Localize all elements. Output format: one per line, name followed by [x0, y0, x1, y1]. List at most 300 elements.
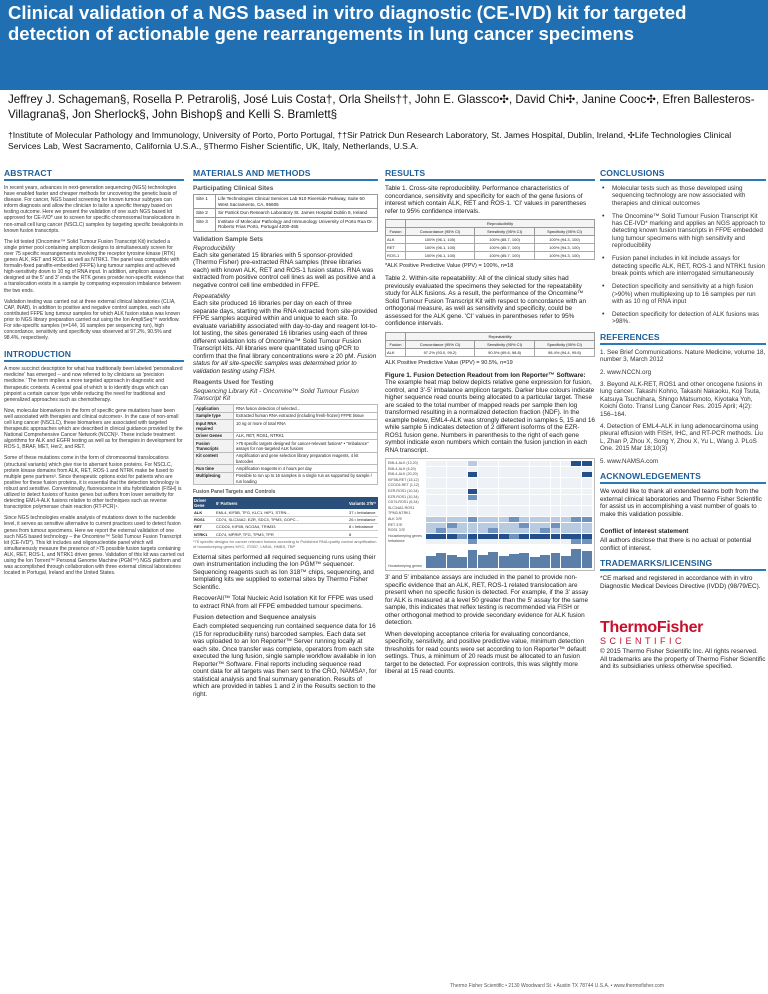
table-row — [386, 244, 595, 252]
heatmap-cell — [447, 539, 457, 544]
heatmap-cell — [530, 467, 540, 472]
heatmap-cell — [478, 539, 488, 544]
heatmap-cell — [426, 528, 436, 533]
heatmap-row-label: KIF5B-RET (15,12) — [388, 477, 419, 482]
heatmap-cell — [457, 534, 467, 539]
table-row — [386, 236, 595, 244]
kit-label: Sequencing Library Kit - Oncomine™ Solid Tumour Fusion Transcript Kit — [193, 388, 359, 403]
heatmap-cell — [582, 489, 592, 494]
heatmap-cell — [561, 478, 571, 483]
heatmap-cell — [561, 511, 571, 516]
heatmap-row-label: Housekeeping genes — [388, 533, 422, 538]
list-item: • Molecular tests such as those developed using sequencing technology are now associated with therapies and clinical outcomes — [600, 185, 766, 207]
heatmap-cell — [571, 517, 581, 522]
kit-value: Amplification reagents in 4 hours per day — [234, 465, 378, 472]
heatmap-bar — [519, 553, 529, 568]
heatmap-cell — [426, 500, 436, 505]
kit-key: Sample type — [194, 412, 234, 419]
kit-value: ALK, RET, ROS1, NTRK1 — [234, 432, 378, 439]
heatmap-cell — [499, 528, 509, 533]
specificity-cell: 100% (94.3, 100) — [535, 252, 595, 260]
heatmap-bar — [571, 549, 581, 569]
kit-key: Kit content — [194, 452, 234, 465]
table-row — [193, 530, 378, 537]
heatmap-cell — [478, 461, 488, 466]
heatmap-bar — [436, 553, 446, 568]
acknowledgements-heading: ACKNOWLEDGEMENTS — [600, 471, 766, 484]
target-variants: 8 — [348, 530, 378, 537]
list-item: 1. See Brief Communications. Nature Medicine, volume 18, number 3, March 2012 — [600, 348, 766, 364]
heatmap-cell — [488, 517, 498, 522]
heatmap-cell — [499, 500, 509, 505]
table1 — [385, 219, 595, 260]
list-item: • Detection specificity and sensitivity at a high fusion (>90%) when multiplexing up to 16 samples per run with as 10 ng of RNA input — [600, 283, 766, 305]
table2-note: ALK Positive Predictive Value (PPV) = 90.5%, n=19 — [385, 359, 513, 366]
validation-heading: Validation Sample Sets — [193, 235, 263, 243]
heatmap-bar — [530, 557, 540, 568]
heatmap-cell — [478, 511, 488, 516]
heatmap-cell — [530, 478, 540, 483]
intro-paragraph: A more succinct description for what has traditionally been labeled 'personalized medicine' has emerged -- and now referred to by clinicians as 'precision medicine.' The term implies a more targeted approach in diagnostic and therapeutic contexts. A central goal of which is to identify drugs which can pinpoint a certain cancer type while reducing the need for traditional and generalized approaches such as chemotherapy. — [4, 366, 183, 403]
heatmap-bar — [509, 554, 519, 568]
heatmap-cell — [530, 483, 540, 488]
heatmap-cell — [530, 506, 540, 511]
figure1-body: The example heat map below depicts relative gene expression for fusion, control, and 3'-5' imbalance amplicon targets. Darker blue colours indicate higher sequence read counts being allocated to a particular target. These are scaled to the total number of mapped reads per sample then log transformed resulting in a normalized detection fraction (NDF). In the example below, EML4-ALK was strongly detected in samples 5, 15 and 16 while sample 5 indicates detection of 2 different isoforms of the EZR-ROS1 fusion gene. Numbers in parenthesis to the right of each gene symbol indicate exon numbers which contain the fusion junction in each RNA transcript. — [385, 379, 595, 454]
table-row — [194, 412, 378, 419]
recoverall-text: RecoverAll™ Total Nucleic Acid Isolation Kit for FFPE was used to extract RNA from all FFPE embedded tumour specimens. — [193, 595, 373, 610]
heatmap-cell — [519, 489, 529, 494]
concordance-cell: 100% (96.1, 100) — [406, 236, 475, 244]
table-row — [194, 432, 378, 439]
heatmap-cell — [468, 517, 478, 522]
heatmap-row-label: EML4-ALK (6,20) — [388, 466, 416, 471]
heatmap-cell — [519, 495, 529, 500]
heatmap-cell — [530, 495, 540, 500]
heatmap-cell — [457, 539, 467, 544]
heatmap-cell — [436, 500, 446, 505]
heatmap-cell — [582, 506, 592, 511]
heatmap-cell — [582, 472, 592, 477]
table-row — [194, 420, 378, 433]
heatmap-row-label: EZR-ROS1 (10,34) — [388, 488, 419, 493]
table2 — [385, 332, 595, 357]
heatmap-cell — [561, 467, 571, 472]
heatmap-cell — [509, 523, 519, 528]
heatmap-cell — [468, 506, 478, 511]
heatmap-cell — [488, 528, 498, 533]
acceptance-text: When developing acceptance criteria for evaluating concordance, specificity, sensitivity, and positive predictive value, minimum detection thresholds for read counts were set according to Ion Reporter™ default settings. Thus, a minimum of 20 reads must be allocated to an fusion target to be detected. For expression controls, this was slightly more liberal at 15 read counts. — [385, 630, 587, 676]
heatmap-cell — [457, 517, 467, 522]
heatmap-row — [388, 528, 592, 533]
kit-key: Multiplexing — [194, 472, 234, 485]
logo-subtitle: SCIENTIFIC — [600, 636, 686, 647]
heatmap-cell — [530, 472, 540, 477]
table-header-row — [386, 332, 595, 340]
heatmap-cell — [561, 500, 571, 505]
site-address: Sir Patrick Dun Research Laboratory St. James Hospital Dublin 8, Ireland — [216, 209, 378, 218]
abstract-paragraph: The kit tested (Oncomine™ Solid Tumour Fusion Transcript Kit) included a single primer pool containing amplicon designs to simultaneously screen for over 75 specific rearrangements involving the receptor tyrosine kinase (RTK) genes ALK, RET and ROS1 as well as NTRK1. The panel was compatible with formalin-fixed paraffin-embedded (FFPE) lung tumour samples and achieved high-sensitivity down to 10 ng of RNA input. In addition, amplicon assays designed at the 5' and 3' ends the RTK genes provide non-specific evidence that a translocation exists in a sample by comparing expression imbalance between the two ends. — [4, 238, 184, 294]
heatmap-cell — [488, 478, 498, 483]
heatmap-cell — [519, 500, 529, 505]
heatmap-bar — [561, 556, 571, 568]
heatmap-cell — [499, 517, 509, 522]
heatmap-cell — [571, 506, 581, 511]
column-abstract-intro — [4, 168, 184, 581]
heatmap-cell — [551, 511, 561, 516]
copyright-text: © 2015 Thermo Fisher Scientific Inc. All rights reserved. All trademarks are the property of Thermo Fisher Scientific and its subsidiaries unless otherwise specified. — [600, 648, 766, 671]
heatmap-cell — [561, 495, 571, 500]
heatmap-cell — [571, 534, 581, 539]
target-partners: CD74, MPRIP, TFG, TPM3, TPR — [215, 530, 348, 537]
heatmap-cell — [540, 483, 550, 488]
conclusions-list — [600, 185, 766, 326]
heatmap-cell — [447, 483, 457, 488]
references-heading: REFERENCES — [600, 332, 766, 345]
kit-value: >75 specific targets designed for cancer-relevant fusions* • ''Imbalance'' assays for non-targeted ALK fusions — [234, 440, 378, 453]
heatmap-row — [388, 511, 592, 516]
sites-heading: Participating Clinical Sites — [193, 185, 274, 192]
heatmap-cell — [561, 523, 571, 528]
heatmap-cell — [457, 506, 467, 511]
heatmap-cell — [561, 483, 571, 488]
heatmap-row — [388, 461, 592, 466]
heatmap-cell — [478, 483, 488, 488]
column-conclusions — [600, 168, 766, 675]
heatmap-cell — [519, 506, 529, 511]
heatmap-cell — [582, 511, 592, 516]
table-row — [194, 405, 378, 412]
heatmap-cell — [447, 517, 457, 522]
heatmap-cell — [509, 478, 519, 483]
heatmap-cell — [499, 461, 509, 466]
heatmap-cell — [530, 523, 540, 528]
table-row — [386, 348, 595, 356]
heatmap-cell — [457, 523, 467, 528]
specificity-cell: 98.4% (94.4, 99.8) — [535, 348, 595, 356]
heatmap-cell — [561, 489, 571, 494]
heatmap-cell — [447, 467, 457, 472]
list-item: • The Oncomine™ Solid Tumour Fusion Transcript Kit has CE-IVD* marking and applies an NGS approach to detecting known fusion transcripts in FFPE embedded lung tumour specimens with high sensitivity and reproducibility — [600, 213, 766, 249]
repeatability-body: Each site produced 16 libraries per day on each of three separate days, starting with the RNA extracted from site-provided FFPE samples acquired within and unique to each site. To evaluate variability associated with day-to-day and reagent lot-to-lot testing, the sites generated 16 libraries using each of three different validation lots of Oncomine™ Solid Tumour Fusion Transcript kits. All libraries were quantitated using qPCR to confirm that the final library concentrations were ≥ 20 pM. — [193, 300, 378, 360]
fusion-detection-text: Each completed sequencing run contained sequence data for 16 (15 for reproducibility runs) barcoded samples. Each data set was uploaded to an Ion Reporter™ Server running locally at each site. Once transfer was complete, operators from each site executed the lung fusion, single sample workflow available in Ion Reporter™ Software. Final reports including sequence read count data for all targets was then sent to the CRO, NAMSA⁵, for statistical analysis and final summary generation. Results of which are provided in tables 1 and 2 in the Results section to the right. — [193, 623, 377, 698]
heatmap-cell — [519, 478, 529, 483]
table1-caption: Table 1. Cross-site reproducibility. Performance characteristics of concordance, sensitivity and specificity for each of the gene fusions of interest which contain ALK, RET and ROS-1. 'CI' values in parentheses refer to 95% confidence intervals. — [385, 185, 587, 215]
heatmap-bar — [457, 557, 467, 568]
heatmap-cell — [561, 539, 571, 544]
reagents-heading: Reagents Used for Testing — [193, 379, 274, 387]
heatmap-cell — [519, 472, 529, 477]
targets-heading: Fusion Panel Targets and Controls — [193, 489, 276, 496]
heatmap-row-label: RET 3'/5' — [388, 522, 403, 527]
heatmap-cell — [426, 495, 436, 500]
heatmap-cell — [540, 478, 550, 483]
fusion-cell: ALK — [386, 236, 406, 244]
specificity-cell: 100% (94.3, 100) — [535, 236, 595, 244]
column-header: Concordance (95% CI) — [406, 228, 475, 236]
figure1-title: Figure 1. Fusion Detection Readout from Ion Reporter™ Software: — [385, 371, 586, 379]
heatmap-bar-strip — [388, 546, 592, 568]
heatmap-cell — [582, 523, 592, 528]
heatmap-cell — [436, 523, 446, 528]
heatmap-cell — [571, 472, 581, 477]
heatmap-cell — [530, 528, 540, 533]
heatmap-row — [388, 489, 592, 494]
heatmap-cell — [478, 517, 488, 522]
heatmap-row-label: CD74-ROS1 (6,34) — [388, 500, 419, 505]
abstract-paragraph: In recent years, advances in next-generation sequencing (NGS) technologies have enabled faster and cheaper methods for uncovering the genetic basis of disease. For cancer, NGS based screening for known tumour subtypes can inform diagnosis and allow the clinician to tailor a specific therapy based on testing outcome. Here we present the validation of one such NGS based kit approved for CE-IVD* use to screen for specific chromosomal translocations in non-small cell lung cancer (NSCLC) samples by targeting specific breakpoints in known fusion transcripts. — [4, 185, 184, 234]
heatmap-row — [388, 483, 592, 488]
fusion-cell: ROS-1 — [386, 252, 406, 260]
heatmap-cell — [509, 528, 519, 533]
column-methods — [193, 168, 378, 702]
kit-key: Input RNA required — [194, 420, 234, 433]
heatmap-cell — [478, 472, 488, 477]
heatmap-bar — [426, 556, 436, 568]
heatmap-cell — [509, 489, 519, 494]
sensitivity-cell: 100% (85.7, 100) — [475, 252, 535, 260]
heatmap-cell — [519, 528, 529, 533]
heatmap-cell — [436, 495, 446, 500]
heatmap-cell — [509, 483, 519, 488]
heatmap-row-label: SLC34A2-ROS1 — [388, 505, 415, 510]
heatmap-cell — [488, 511, 498, 516]
table-row — [194, 465, 378, 472]
heatmap-bar — [540, 555, 550, 568]
table-header-row — [386, 228, 595, 236]
heatmap-cell — [468, 539, 478, 544]
table-header-row — [386, 340, 595, 348]
heatmap-cell — [488, 523, 498, 528]
heatmap-cell — [426, 489, 436, 494]
target-gene: RET — [193, 523, 215, 530]
heatmap-cell — [540, 489, 550, 494]
target-partners: CD74, SLC34A2, EZR, SDC4, TPM3, GOPC... — [215, 516, 348, 523]
heatmap-cell — [499, 539, 509, 544]
table-row — [194, 472, 378, 485]
heatmap-cell — [582, 539, 592, 544]
heatmap-cell — [540, 467, 550, 472]
heatmap-cell — [551, 528, 561, 533]
column-results — [385, 168, 595, 680]
heatmap-bar — [551, 553, 561, 568]
list-item: 5. www.NAMSA.com — [600, 457, 659, 465]
heatmap-cell — [468, 534, 478, 539]
specificity-cell: 100% (94.3, 100) — [535, 244, 595, 252]
heatmap-cell — [540, 500, 550, 505]
heatmap-cell — [540, 528, 550, 533]
heatmap-cell — [530, 461, 540, 466]
abstract-heading: ABSTRACT — [4, 168, 184, 181]
heatmap-cell — [488, 483, 498, 488]
heatmap-cell — [582, 461, 592, 466]
heatmap-cell — [540, 495, 550, 500]
target-variants: 37 • Imbalance — [348, 509, 378, 516]
target-gene: ALK — [193, 509, 215, 516]
list-item: 3. Beyond ALK-RET, ROS1 and other oncogene fusions in lung cancer. Takashi Kohno, Takashi Nakaoku, Koji Tsuta, Katsuya Tsuchihara, Shingo Matsumoto, Kiyotaka Yoh, Koichi Goto. Transl Lung Cancer Res. 2015 April; 4(2): 156–164. — [600, 380, 763, 418]
heatmap-cell — [436, 506, 446, 511]
heatmap-cell — [447, 489, 457, 494]
heatmap-cell — [582, 478, 592, 483]
heatmap-cell — [571, 467, 581, 472]
heatmap-cell — [509, 534, 519, 539]
heatmap-cell — [426, 478, 436, 483]
heatmap-cell — [551, 478, 561, 483]
heatmap-cell — [582, 467, 592, 472]
heatmap-cell — [447, 528, 457, 533]
heatmap-cell — [488, 489, 498, 494]
heatmap-cell — [530, 534, 540, 539]
heatmap-cell — [571, 461, 581, 466]
heatmap-cell — [447, 523, 457, 528]
heatmap-cell — [436, 534, 446, 539]
sensitivity-cell: 90.5% (69.6, 98.8) — [475, 348, 535, 356]
kit-value: RNA fusion detection of selected... — [234, 405, 378, 412]
column-header: Fusion — [386, 228, 406, 236]
heatmap-cell — [540, 472, 550, 477]
heatmap-cell — [519, 523, 529, 528]
heatmap-cell — [561, 461, 571, 466]
table-row — [193, 516, 378, 523]
heatmap-cell — [519, 511, 529, 516]
heatmap-cell — [447, 500, 457, 505]
heatmap-cell — [478, 495, 488, 500]
thermofisher-logo — [600, 620, 766, 646]
conclusions-heading: CONCLUSIONS — [600, 168, 766, 181]
heatmap-bar — [468, 550, 478, 569]
heatmap-cell — [509, 461, 519, 466]
reproducibility-label: Reproducibility — [193, 244, 235, 252]
heatmap-cell — [551, 534, 561, 539]
heatmap-cell — [519, 539, 529, 544]
heatmap-cell — [426, 506, 436, 511]
column-header: Specificity (95% CI) — [535, 228, 595, 236]
concordance-cell: 100% (96.1, 100) — [406, 244, 475, 252]
heatmap-row-label: CCDC6-RET (1,12) — [388, 483, 420, 488]
table-header-row — [386, 220, 595, 228]
heatmap-cell — [530, 511, 540, 516]
external-sites-text: External sites performed all required sequencing runs using their own instrumentation including the Ion PGM™ sequencer. Sequencing reagents such as Ion 318™ chips, sequencing, and templating kits we supplied to external sites by Thermo Fisher Scientific. — [193, 553, 376, 591]
trademarks-text: *CE marked and registered in accordance with in vitro Diagnostic Medical Devices Directive (IVDD) (98/79/EC). — [600, 575, 761, 590]
heatmap-cell — [488, 506, 498, 511]
methods-heading: MATERIALS AND METHODS — [193, 168, 378, 181]
list-item: 2. www.NCCN.org — [600, 368, 652, 376]
heatmap-cell — [499, 511, 509, 516]
column-group-header: Repeatability — [406, 332, 595, 340]
heatmap-row — [388, 534, 592, 539]
heatmap-cell — [436, 489, 446, 494]
acknowledgements-text: We would like to thank all extended teams both from the external clinical laboratories and Thermo Fisher Scientific for assist us in accomplishing a vast number of goals to make this validation possible. — [600, 488, 762, 518]
kit-key: Application — [194, 405, 234, 412]
repeatability-text — [193, 300, 378, 375]
heatmap-cell — [499, 472, 509, 477]
heatmap-cell — [561, 472, 571, 477]
kit-value: Possible to run up to 16 samples in a single run as supported by sample / run loading — [234, 472, 378, 485]
heatmap-cell — [509, 500, 519, 505]
author-list: Jeffrey J. Schageman§, Rosella P. Petraroli§, José Luis Costa†, Orla Sheils††, John E. Glassco✣, David Chi✣, Janine Cooc✣, Efren Ballesteros-Villagrana§, Jon Sherlock§, John Bishop§ and Kelli S. Bramlett§ — [8, 93, 755, 121]
heatmap-cell — [509, 495, 519, 500]
heatmap-cell — [468, 523, 478, 528]
heatmap-cell — [561, 534, 571, 539]
heatmap-cell — [447, 495, 457, 500]
site-label: Site 1 — [194, 195, 216, 209]
heatmap-cell — [571, 495, 581, 500]
table-row — [194, 452, 378, 465]
column-header: Sensitivity (95% CI) — [475, 228, 535, 236]
coi-heading: Conflict of interest statement — [600, 528, 689, 536]
heatmap-cell — [499, 523, 509, 528]
heatmap-cell — [551, 483, 561, 488]
heatmap-cell — [540, 534, 550, 539]
sensitivity-cell: 100% (85.7, 100) — [475, 244, 535, 252]
heatmap-bar — [447, 555, 457, 568]
heatmap-row — [388, 478, 592, 483]
heatmap-cell — [457, 472, 467, 477]
heatmap-cell — [488, 539, 498, 544]
heatmap-cell — [457, 511, 467, 516]
heatmap-cell — [582, 495, 592, 500]
reproducibility-text: Each site generated 15 libraries with 5 sponsor-provided (Thermo Fisher) pre-extracted RNA samples (three libraries each) with known ALK, RET and ROS-1 fusion status. RNA was extracted from positive control cell lines as well as positive and a negative control cell line embedded in FFPE. — [193, 251, 376, 289]
site-address: Life Technologies Clinical Services Lab 910 Riverside Parkway, Suite 60 West Sacramento, CA, 95605 — [216, 195, 378, 209]
heatmap-cell — [488, 500, 498, 505]
intro-paragraph: Now, molecular biomarkers in the form of specific gene mutations have been well associated with therapies and clinical outcomes¹. In the case of non-small cell lung cancer (NSCLC), these biomarkers are associated with targeted therapeutic approaches which are described in clinical guidance provided by the National Comprehensive Cancer Network (NCCN)². These include treatment algorithms for ALK and EGFR testing as well as for therapies in development for ROS-1, BRAF, MET, Her2, and RET. — [4, 407, 183, 451]
fusion-heatmap — [385, 458, 595, 571]
heatmap-cell — [468, 489, 478, 494]
table2-caption: Table 2. Within-site repeatability: All of the clinical study sites had previously evaluated the specimens they selected for the repeatability study for ALK fusions. As a result, the performance of the Oncomine™ Solid Tumour Fusion Transcript Kit with respect to concordance with an orthogonal measure, as well as sensitivity and specificity, could be assessed for the ALK gene. 'CI' values in parentheses refer to 95% confidence intervals. — [385, 275, 587, 327]
heatmap-cell — [488, 495, 498, 500]
heatmap-cell — [478, 467, 488, 472]
heatmap-cell — [499, 467, 509, 472]
heatmap-cell — [468, 511, 478, 516]
heatmap-cell — [478, 500, 488, 505]
table-row — [194, 440, 378, 453]
heatmap-cell — [540, 511, 550, 516]
heatmap-cell — [519, 467, 529, 472]
concordance-cell: 97.2% (93.0, 99.2) — [406, 348, 475, 356]
heatmap-cell — [551, 517, 561, 522]
heatmap-cell — [488, 467, 498, 472]
heatmap-cell — [509, 467, 519, 472]
introduction-heading: INTRODUCTION — [4, 349, 184, 362]
heatmap-cell — [530, 489, 540, 494]
site-label: Site 3 — [194, 217, 216, 231]
heatmap-row-label: EML4-ALK (13,20) — [388, 461, 418, 465]
heatmap-cell — [540, 539, 550, 544]
heatmap-cell — [426, 517, 436, 522]
heatmap-cell — [426, 534, 436, 539]
heatmap-cell — [499, 506, 509, 511]
heatmap-cell — [571, 511, 581, 516]
heatmap-cell — [551, 500, 561, 505]
column-group-header: Reproducibility — [406, 220, 595, 228]
heatmap-cell — [551, 539, 561, 544]
heatmap-cell — [571, 489, 581, 494]
table-row — [194, 209, 378, 218]
heatmap-cell — [436, 461, 446, 466]
target-partners: CCDC6, KIF5B, NCOA4, TRIM33 — [215, 523, 348, 530]
heatmap-cell — [478, 523, 488, 528]
heatmap-row — [388, 506, 592, 511]
heatmap-cell — [571, 523, 581, 528]
heatmap-cell — [468, 500, 478, 505]
table1-note: *ALK Positive Predictive Value (PPV) = 100%, n=18 — [385, 263, 514, 269]
heatmap-cell — [468, 461, 478, 466]
heatmap-cell — [551, 523, 561, 528]
footer-address: Thermo Fisher Scientific • 2130 Woodward St. • Austin TX 78744 U.S.A. • www.thermofisher.com — [450, 983, 665, 989]
target-partners: EML4, KIF5B, TFG, KLC1, HIP1, STRN... — [215, 509, 348, 516]
heatmap-row — [388, 472, 592, 477]
heatmap-bar — [478, 555, 488, 568]
heatmap-cell — [571, 528, 581, 533]
